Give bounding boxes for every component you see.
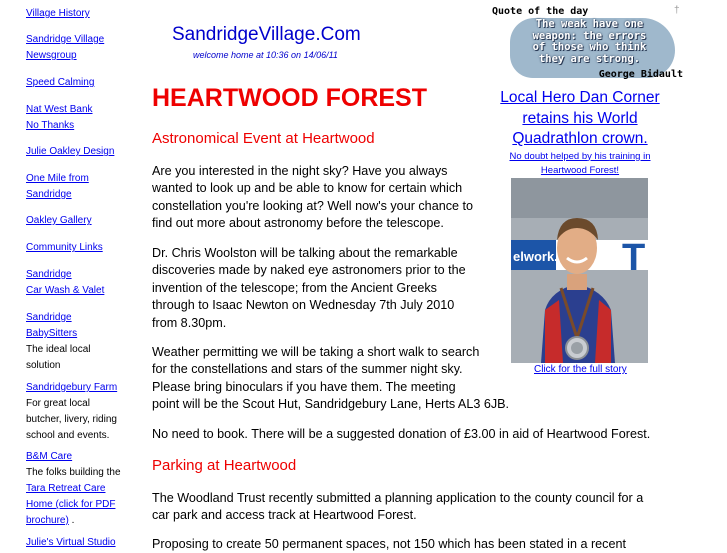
welcome-timestamp: welcome home at 10:36 on 14/06/11 — [193, 50, 338, 60]
sidebar-link[interactable]: Julie Oakley Design — [26, 146, 115, 157]
sidebar-item-julie-oakley-design[interactable] — [26, 144, 114, 160]
quote-text: The weak have one weapon: the errors of those who think they are strong. — [532, 18, 647, 65]
quote-of-the-day — [492, 6, 687, 82]
sidebar-link[interactable]: Village History — [26, 8, 90, 19]
athlete-photo-illustration — [511, 178, 648, 363]
hero-photo[interactable] — [511, 178, 648, 363]
sidebar-link[interactable]: Julie's Virtual Studio — [26, 537, 116, 548]
sidebar-link[interactable]: Sandridge Car Wash & Valet — [26, 269, 105, 296]
photo-banner-letter: T — [622, 237, 646, 279]
sidebar-link[interactable]: Speed Calming — [26, 77, 95, 88]
hero-subheadline-link[interactable]: No doubt helped by his training in Heartwood Forest! — [509, 150, 651, 176]
sidebar-item-bm-care[interactable] — [26, 449, 121, 481]
sidebar-item-virtual-studio[interactable] — [26, 535, 116, 551]
sidebar-link[interactable]: Tara Retreat Care Home (click for PDF brochure) — [26, 483, 116, 526]
sidebar-description: The ideal local — [26, 344, 91, 355]
sidebar-item-newsgroup[interactable] — [26, 32, 104, 64]
sidebar-link[interactable]: B&M Care — [26, 451, 73, 462]
sidebar-link[interactable]: Sandridge Village Newsgroup — [26, 34, 105, 61]
sidebar-item-tara-retreat[interactable]: Tara Retreat Care Home (click for PDF brochure) . — [26, 483, 116, 526]
paragraph-parking: The Woodland Trust recently submitted a planning application to the county council for a car park and access track at Heartwood Forest. — [152, 491, 644, 523]
hero-headline-link[interactable]: Local Hero Dan Corner retains his World Quadrathlon crown. — [500, 89, 660, 147]
sidebar-link[interactable]: Sandridge BabySitters — [26, 312, 78, 339]
sidebar-link[interactable]: Nat West Bank No Thanks — [26, 104, 93, 131]
paragraph-parking-2: Proposing to create 50 permanent spaces, not 150 which has been stated in a recent — [152, 537, 626, 551]
paragraph-intro: Are you interested in the night sky? Have you always wanted to look up and be able to know for certain which constellation you're looking at? Well now's your chance to find out more about astronomy before the telescope. — [152, 164, 473, 231]
sidebar-item-community-links[interactable] — [26, 240, 103, 256]
full-story-link[interactable]: Click for the full story — [534, 364, 627, 375]
site-title: SandridgeVillage.Com — [172, 24, 361, 45]
sidebar-item-car-wash[interactable] — [26, 267, 104, 299]
sidebar-item-speed-calming[interactable] — [26, 75, 94, 91]
paragraph-speaker: Dr. Chris Woolston will be talking about the remarkable discoveries made by naked eye astronomers prior to the invention of the telescope; from the Ancient Greeks through to Isaac Newton on Wednesday 7th July 2010 from 8.30pm. — [152, 246, 466, 330]
section-title-parking: Parking at Heartwood — [152, 457, 297, 474]
sidebar-item-sandridgebury-farm[interactable] — [26, 380, 117, 444]
dagger-mark: † — [674, 5, 680, 16]
sidebar-link[interactable]: Community Links — [26, 242, 103, 253]
local-hero-story — [494, 88, 666, 179]
page-title: HEARTWOOD FOREST — [152, 84, 427, 112]
sidebar-item-village-history[interactable] — [26, 6, 90, 22]
sidebar-link[interactable]: Sandridgebury Farm — [26, 382, 118, 393]
sidebar-link[interactable]: Oakley Gallery — [26, 215, 92, 226]
paragraph-walk: Weather permitting we will be taking a short walk to search for the constellations and stars of the summer night sky. Please bring binoculars if you have them. The meeting point will be the Scout Hut, Sandridgebury Lane, Herts AL3 6JB. — [152, 345, 510, 412]
quote-label: Quote of the day — [492, 6, 589, 17]
sidebar-link[interactable]: One Mile from Sandridge — [26, 173, 89, 200]
sidebar-item-one-mile[interactable] — [26, 171, 89, 203]
sidebar-description: solution — [26, 360, 61, 371]
quote-author: George Bidault — [598, 69, 683, 80]
sidebar-item-babysitters[interactable] — [26, 310, 90, 374]
sidebar-description: school and events. — [26, 430, 110, 441]
sidebar-description: For great local — [26, 398, 90, 409]
paragraph-donation: No need to book. There will be a suggested donation of £3.00 in aid of Heartwood Forest. — [152, 427, 651, 441]
sidebar-description: butcher, livery, riding — [26, 414, 117, 425]
photo-banner-text: elwork. — [513, 249, 558, 264]
sidebar-description: The folks building the — [26, 467, 121, 478]
section-title-astronomy: Astronomical Event at Heartwood — [152, 130, 375, 147]
sidebar-item-oakley-gallery[interactable] — [26, 213, 92, 229]
sidebar-item-natwest[interactable] — [26, 102, 93, 134]
